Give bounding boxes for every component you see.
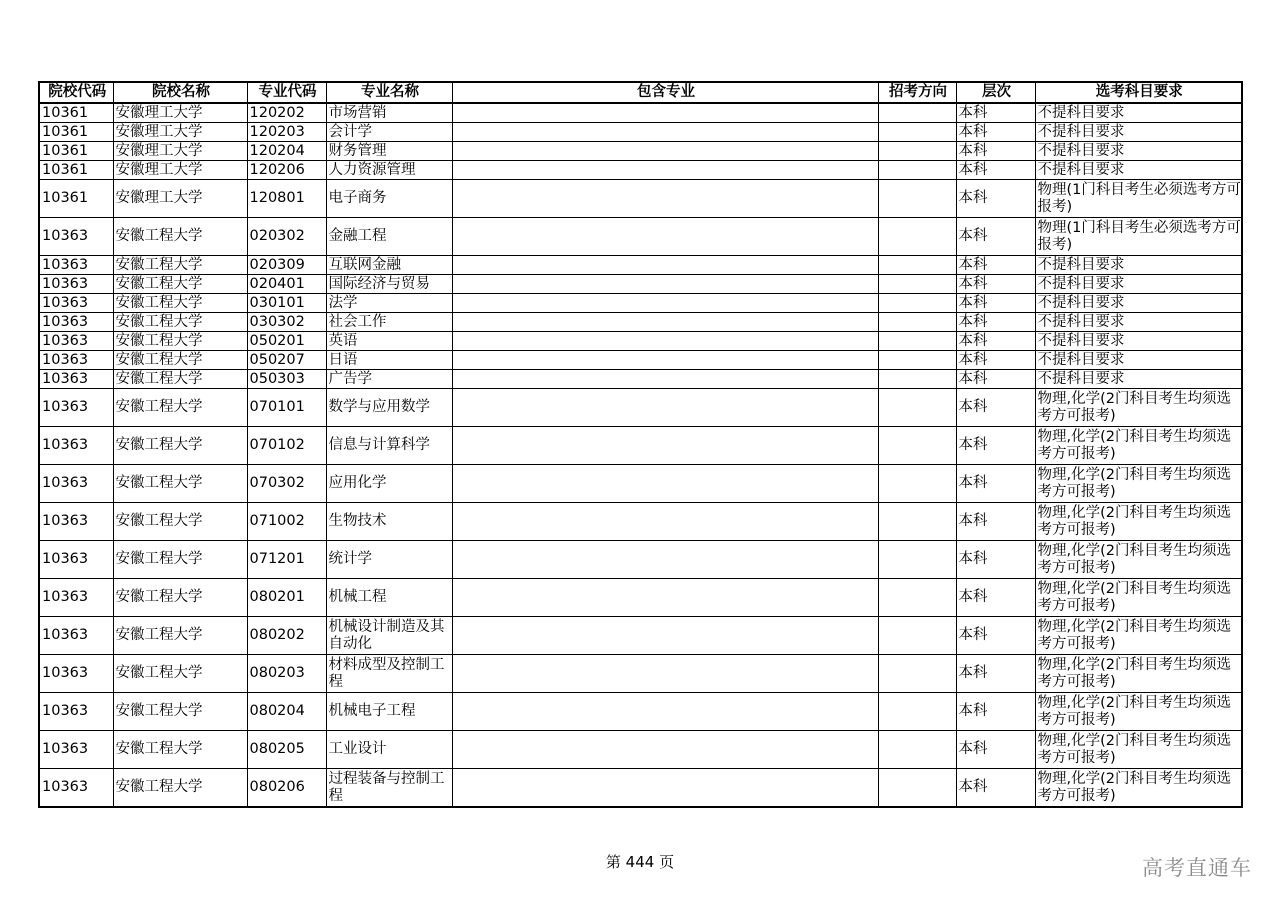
cell-direction (878, 389, 956, 427)
cell-included-majors (452, 731, 878, 769)
table-row (39, 370, 1242, 389)
cell-major-name: 英语 (326, 332, 452, 351)
cell-school-name: 安徽理工大学 (113, 123, 247, 142)
cell-subject-requirement: 物理,化学(2门科目考生均须选考方可报考) (1035, 579, 1242, 617)
cell-major-name: 电子商务 (326, 180, 452, 218)
cell-school-name: 安徽工程大学 (113, 541, 247, 579)
cell-level: 本科 (956, 351, 1035, 370)
cell-subject-requirement: 物理,化学(2门科目考生均须选考方可报考) (1035, 655, 1242, 693)
cell-direction (878, 294, 956, 313)
cell-school-name: 安徽工程大学 (113, 370, 247, 389)
watermark: 高考直通车 (1142, 856, 1252, 880)
cell-level: 本科 (956, 313, 1035, 332)
cell-school-name: 安徽工程大学 (113, 465, 247, 503)
cell-major-name: 日语 (326, 351, 452, 370)
cell-subject-requirement: 物理,化学(2门科目考生均须选考方可报考) (1035, 389, 1242, 427)
cell-school-code: 10363 (39, 389, 113, 427)
cell-direction (878, 731, 956, 769)
cell-subject-requirement: 物理,化学(2门科目考生均须选考方可报考) (1035, 617, 1242, 655)
cell-major-name: 生物技术 (326, 503, 452, 541)
cell-subject-requirement: 不提科目要求 (1035, 351, 1242, 370)
cell-direction (878, 161, 956, 180)
table-row (39, 103, 1242, 123)
cell-direction (878, 123, 956, 142)
cell-major-name: 机械工程 (326, 579, 452, 617)
table-row (39, 256, 1242, 275)
table-row (39, 161, 1242, 180)
table-row (39, 655, 1242, 693)
cell-subject-requirement: 不提科目要求 (1035, 275, 1242, 294)
cell-direction (878, 465, 956, 503)
cell-major-name: 互联网金融 (326, 256, 452, 275)
cell-included-majors (452, 294, 878, 313)
cell-major-name: 法学 (326, 294, 452, 313)
cell-school-code: 10363 (39, 294, 113, 313)
cell-level: 本科 (956, 180, 1035, 218)
cell-direction (878, 103, 956, 123)
cell-subject-requirement: 物理,化学(2门科目考生均须选考方可报考) (1035, 769, 1242, 808)
cell-level: 本科 (956, 655, 1035, 693)
cell-included-majors (452, 142, 878, 161)
cell-major-code: 080203 (247, 655, 326, 693)
cell-school-code: 10363 (39, 731, 113, 769)
header-major-code: 专业代码 (247, 82, 326, 103)
cell-subject-requirement: 物理,化学(2门科目考生均须选考方可报考) (1035, 541, 1242, 579)
table-row (39, 313, 1242, 332)
cell-subject-requirement: 不提科目要求 (1035, 142, 1242, 161)
cell-major-code: 030302 (247, 313, 326, 332)
cell-school-code: 10363 (39, 427, 113, 465)
table-row (39, 541, 1242, 579)
cell-included-majors (452, 275, 878, 294)
cell-school-name: 安徽工程大学 (113, 294, 247, 313)
cell-school-code: 10363 (39, 256, 113, 275)
table-body (39, 103, 1242, 807)
cell-included-majors (452, 503, 878, 541)
cell-level: 本科 (956, 294, 1035, 313)
cell-level: 本科 (956, 123, 1035, 142)
cell-major-code: 080204 (247, 693, 326, 731)
cell-subject-requirement: 不提科目要求 (1035, 294, 1242, 313)
cell-major-name: 机械电子工程 (326, 693, 452, 731)
cell-direction (878, 769, 956, 808)
table-row (39, 218, 1242, 256)
cell-level: 本科 (956, 103, 1035, 123)
cell-subject-requirement: 不提科目要求 (1035, 332, 1242, 351)
cell-major-code: 120204 (247, 142, 326, 161)
header-row (39, 82, 1242, 103)
cell-direction (878, 180, 956, 218)
cell-included-majors (452, 465, 878, 503)
cell-direction (878, 541, 956, 579)
cell-subject-requirement: 物理,化学(2门科目考生均须选考方可报考) (1035, 503, 1242, 541)
cell-level: 本科 (956, 541, 1035, 579)
cell-major-name: 金融工程 (326, 218, 452, 256)
cell-school-name: 安徽理工大学 (113, 161, 247, 180)
table-row (39, 731, 1242, 769)
cell-school-code: 10361 (39, 142, 113, 161)
cell-school-code: 10361 (39, 123, 113, 142)
table-row (39, 275, 1242, 294)
cell-school-name: 安徽工程大学 (113, 275, 247, 294)
cell-included-majors (452, 256, 878, 275)
cell-school-name: 安徽工程大学 (113, 256, 247, 275)
cell-included-majors (452, 123, 878, 142)
cell-level: 本科 (956, 693, 1035, 731)
cell-school-name: 安徽工程大学 (113, 427, 247, 465)
cell-level: 本科 (956, 256, 1035, 275)
cell-included-majors (452, 693, 878, 731)
cell-school-code: 10363 (39, 465, 113, 503)
cell-level: 本科 (956, 218, 1035, 256)
header-school-code: 院校代码 (39, 82, 113, 103)
cell-school-name: 安徽工程大学 (113, 218, 247, 256)
cell-direction (878, 370, 956, 389)
cell-subject-requirement: 不提科目要求 (1035, 123, 1242, 142)
cell-major-code: 120206 (247, 161, 326, 180)
cell-school-code: 10363 (39, 693, 113, 731)
cell-major-name: 广告学 (326, 370, 452, 389)
cell-major-name: 材料成型及控制工程 (326, 655, 452, 693)
cell-major-code: 080202 (247, 617, 326, 655)
table-row (39, 617, 1242, 655)
cell-school-code: 10363 (39, 332, 113, 351)
cell-major-code: 120202 (247, 103, 326, 123)
cell-included-majors (452, 332, 878, 351)
cell-direction (878, 275, 956, 294)
cell-major-name: 过程装备与控制工程 (326, 769, 452, 808)
cell-school-code: 10361 (39, 103, 113, 123)
cell-level: 本科 (956, 427, 1035, 465)
cell-subject-requirement: 物理(1门科目考生必须选考方可报考) (1035, 180, 1242, 218)
cell-major-code: 070102 (247, 427, 326, 465)
cell-included-majors (452, 389, 878, 427)
cell-major-name: 国际经济与贸易 (326, 275, 452, 294)
table-row (39, 332, 1242, 351)
cell-major-name: 市场营销 (326, 103, 452, 123)
cell-school-code: 10363 (39, 218, 113, 256)
cell-major-code: 030101 (247, 294, 326, 313)
cell-direction (878, 427, 956, 465)
cell-included-majors (452, 617, 878, 655)
cell-major-code: 071002 (247, 503, 326, 541)
cell-direction (878, 503, 956, 541)
cell-included-majors (452, 161, 878, 180)
cell-direction (878, 218, 956, 256)
cell-included-majors (452, 180, 878, 218)
cell-level: 本科 (956, 579, 1035, 617)
cell-school-code: 10363 (39, 769, 113, 808)
cell-subject-requirement: 物理,化学(2门科目考生均须选考方可报考) (1035, 731, 1242, 769)
cell-included-majors (452, 103, 878, 123)
cell-major-name: 机械设计制造及其自动化 (326, 617, 452, 655)
cell-major-code: 080201 (247, 579, 326, 617)
cell-level: 本科 (956, 769, 1035, 808)
cell-school-name: 安徽工程大学 (113, 617, 247, 655)
cell-school-code: 10363 (39, 579, 113, 617)
table-row (39, 465, 1242, 503)
cell-subject-requirement: 不提科目要求 (1035, 161, 1242, 180)
table-row (39, 351, 1242, 370)
cell-level: 本科 (956, 142, 1035, 161)
cell-included-majors (452, 541, 878, 579)
table-row (39, 180, 1242, 218)
cell-major-name: 应用化学 (326, 465, 452, 503)
admission-table (38, 81, 1243, 808)
table-row (39, 579, 1242, 617)
table-row (39, 389, 1242, 427)
cell-level: 本科 (956, 275, 1035, 294)
table-row (39, 693, 1242, 731)
cell-direction (878, 142, 956, 161)
cell-school-name: 安徽工程大学 (113, 313, 247, 332)
cell-subject-requirement: 不提科目要求 (1035, 103, 1242, 123)
cell-subject-requirement: 不提科目要求 (1035, 256, 1242, 275)
table-row (39, 769, 1242, 808)
cell-direction (878, 655, 956, 693)
cell-major-code: 120801 (247, 180, 326, 218)
cell-major-code: 020401 (247, 275, 326, 294)
cell-major-name: 财务管理 (326, 142, 452, 161)
cell-school-code: 10363 (39, 351, 113, 370)
cell-major-code: 071201 (247, 541, 326, 579)
cell-direction (878, 351, 956, 370)
cell-school-code: 10363 (39, 541, 113, 579)
cell-subject-requirement: 不提科目要求 (1035, 370, 1242, 389)
cell-school-code: 10363 (39, 503, 113, 541)
cell-major-code: 070302 (247, 465, 326, 503)
table-row (39, 142, 1242, 161)
header-school-name: 院校名称 (113, 82, 247, 103)
cell-major-code: 080205 (247, 731, 326, 769)
cell-school-name: 安徽理工大学 (113, 142, 247, 161)
cell-major-code: 020302 (247, 218, 326, 256)
cell-subject-requirement: 物理(1门科目考生必须选考方可报考) (1035, 218, 1242, 256)
header-level: 层次 (956, 82, 1035, 103)
cell-school-name: 安徽理工大学 (113, 103, 247, 123)
cell-subject-requirement: 物理,化学(2门科目考生均须选考方可报考) (1035, 693, 1242, 731)
cell-level: 本科 (956, 617, 1035, 655)
cell-level: 本科 (956, 731, 1035, 769)
cell-direction (878, 617, 956, 655)
cell-school-name: 安徽理工大学 (113, 180, 247, 218)
table-row (39, 503, 1242, 541)
cell-school-name: 安徽工程大学 (113, 389, 247, 427)
cell-subject-requirement: 不提科目要求 (1035, 313, 1242, 332)
cell-included-majors (452, 427, 878, 465)
header-subject-requirement: 选考科目要求 (1035, 82, 1242, 103)
cell-school-code: 10361 (39, 161, 113, 180)
cell-major-name: 数学与应用数学 (326, 389, 452, 427)
cell-school-code: 10361 (39, 180, 113, 218)
cell-major-code: 070101 (247, 389, 326, 427)
cell-school-name: 安徽工程大学 (113, 332, 247, 351)
cell-school-code: 10363 (39, 617, 113, 655)
cell-included-majors (452, 351, 878, 370)
cell-major-code: 020309 (247, 256, 326, 275)
cell-included-majors (452, 370, 878, 389)
cell-major-code: 050207 (247, 351, 326, 370)
cell-included-majors (452, 218, 878, 256)
header-included-majors: 包含专业 (452, 82, 878, 103)
page-number: 第 444 页 (605, 853, 675, 871)
table-row (39, 427, 1242, 465)
cell-level: 本科 (956, 370, 1035, 389)
header-direction: 招考方向 (878, 82, 956, 103)
cell-included-majors (452, 769, 878, 808)
cell-direction (878, 313, 956, 332)
cell-school-name: 安徽工程大学 (113, 503, 247, 541)
cell-school-name: 安徽工程大学 (113, 731, 247, 769)
cell-level: 本科 (956, 389, 1035, 427)
cell-included-majors (452, 313, 878, 332)
cell-school-code: 10363 (39, 655, 113, 693)
table-row (39, 294, 1242, 313)
cell-school-name: 安徽工程大学 (113, 351, 247, 370)
cell-school-name: 安徽工程大学 (113, 655, 247, 693)
cell-school-code: 10363 (39, 275, 113, 294)
cell-major-code: 050303 (247, 370, 326, 389)
cell-major-name: 工业设计 (326, 731, 452, 769)
cell-level: 本科 (956, 161, 1035, 180)
cell-direction (878, 332, 956, 351)
cell-subject-requirement: 物理,化学(2门科目考生均须选考方可报考) (1035, 465, 1242, 503)
cell-school-name: 安徽工程大学 (113, 769, 247, 808)
cell-school-code: 10363 (39, 370, 113, 389)
cell-level: 本科 (956, 465, 1035, 503)
cell-subject-requirement: 物理,化学(2门科目考生均须选考方可报考) (1035, 427, 1242, 465)
cell-direction (878, 693, 956, 731)
header-major-name: 专业名称 (326, 82, 452, 103)
cell-major-name: 人力资源管理 (326, 161, 452, 180)
cell-major-name: 信息与计算科学 (326, 427, 452, 465)
cell-direction (878, 579, 956, 617)
cell-major-name: 会计学 (326, 123, 452, 142)
cell-major-name: 统计学 (326, 541, 452, 579)
cell-included-majors (452, 655, 878, 693)
cell-school-name: 安徽工程大学 (113, 579, 247, 617)
cell-school-name: 安徽工程大学 (113, 693, 247, 731)
cell-direction (878, 256, 956, 275)
cell-major-code: 120203 (247, 123, 326, 142)
cell-level: 本科 (956, 332, 1035, 351)
cell-included-majors (452, 579, 878, 617)
cell-school-code: 10363 (39, 313, 113, 332)
cell-major-code: 050201 (247, 332, 326, 351)
table-row (39, 123, 1242, 142)
cell-major-name: 社会工作 (326, 313, 452, 332)
cell-major-code: 080206 (247, 769, 326, 808)
cell-level: 本科 (956, 503, 1035, 541)
